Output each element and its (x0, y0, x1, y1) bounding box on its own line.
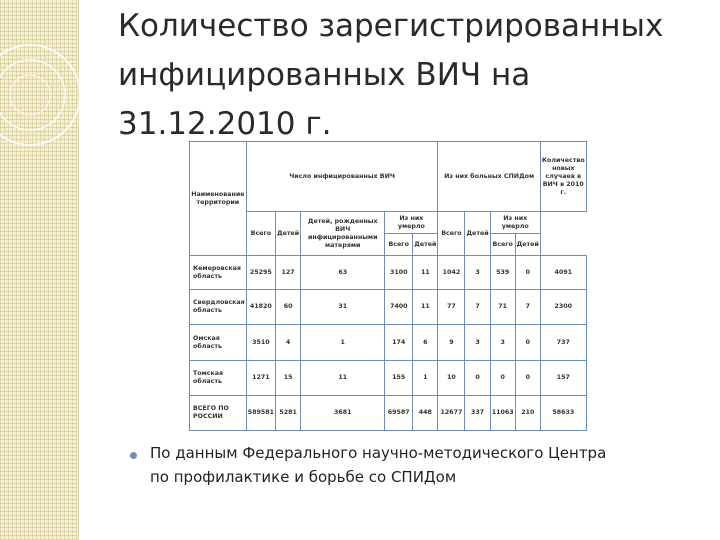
value-cell: 448 (413, 396, 438, 431)
value-cell: 11 (301, 361, 385, 396)
value-cell: 58633 (540, 396, 586, 431)
bullet-icon (130, 452, 137, 459)
value-cell: 77 (438, 290, 465, 325)
value-cell: 63 (301, 256, 385, 290)
value-cell: 12677 (438, 396, 465, 431)
table-row (190, 396, 587, 431)
value-cell: 25295 (246, 256, 275, 290)
region-cell: ВСЕГО ПО РОССИИ (190, 396, 247, 431)
value-cell: 3681 (301, 396, 385, 431)
header-aids-died-group: Из них умерло (490, 212, 540, 234)
value-cell: 174 (385, 325, 413, 361)
value-cell: 41820 (246, 290, 275, 325)
value-cell: 7 (515, 290, 540, 325)
value-cell: 3 (465, 256, 490, 290)
value-cell: 11 (413, 290, 438, 325)
value-cell: 2300 (540, 290, 586, 325)
header-aids-children: Детей (465, 212, 490, 256)
header-region: Наименование территории (190, 142, 247, 256)
value-cell: 737 (540, 325, 586, 361)
value-cell: 69587 (385, 396, 413, 431)
value-cell: 6 (413, 325, 438, 361)
value-cell: 337 (465, 396, 490, 431)
header-aids-died-children: Детей (515, 234, 540, 256)
value-cell: 5281 (276, 396, 301, 431)
slide-title (118, 2, 698, 149)
value-cell: 31 (301, 290, 385, 325)
value-cell: 3 (465, 325, 490, 361)
value-cell: 3100 (385, 256, 413, 290)
region-cell: Омская область (190, 325, 247, 361)
source-line: по профилактике и борьбе со СПИДом (150, 468, 457, 486)
value-cell: 0 (515, 325, 540, 361)
value-cell: 4 (276, 325, 301, 361)
table-row (190, 361, 587, 396)
value-cell: 539 (490, 256, 515, 290)
value-cell: 127 (276, 256, 301, 290)
value-cell: 11 (413, 256, 438, 290)
value-cell: 3 (490, 325, 515, 361)
header-blank (540, 212, 586, 256)
header-new-cases: Количество новых случаев в ВИЧ в 2010 г. (540, 142, 586, 212)
value-cell: 7400 (385, 290, 413, 325)
hiv-statistics-table (189, 141, 587, 431)
value-cell: 9 (438, 325, 465, 361)
value-cell: 10 (438, 361, 465, 396)
header-aids-died-total: Всего (490, 234, 515, 256)
value-cell: 7 (465, 290, 490, 325)
header-died-group: Из них умерло (385, 212, 438, 234)
header-aids-group: Из них больных СПИДом (438, 142, 540, 212)
value-cell: 157 (540, 361, 586, 396)
region-cell: Свердловская область (190, 290, 247, 325)
header-died-total: Всего (385, 234, 413, 256)
value-cell: 1 (413, 361, 438, 396)
value-cell: 60 (276, 290, 301, 325)
header-aids-total: Всего (438, 212, 465, 256)
header-born-to-infected: Детей, рожденных ВИЧ инфицированными матерями (301, 212, 385, 256)
value-cell: 1042 (438, 256, 465, 290)
table-row (190, 325, 587, 361)
region-cell: Кемеровская область (190, 256, 247, 290)
value-cell: 0 (515, 256, 540, 290)
title-line: инфицированных ВИЧ на (118, 57, 531, 93)
region-cell: Томская область (190, 361, 247, 396)
value-cell: 0 (465, 361, 490, 396)
value-cell: 4091 (540, 256, 586, 290)
value-cell: 155 (385, 361, 413, 396)
header-hiv-group: Число инфицированных ВИЧ (246, 142, 438, 212)
table-row (190, 256, 587, 290)
value-cell: 1271 (246, 361, 275, 396)
header-total: Всего (246, 212, 275, 256)
value-cell: 15 (276, 361, 301, 396)
source-line: По данным Федерального научно-методического Центра (150, 444, 607, 462)
title-line: Количество зарегистрированных (118, 8, 664, 44)
header-died-children: Детей (413, 234, 438, 256)
value-cell: 11063 (490, 396, 515, 431)
header-children: Детей (276, 212, 301, 256)
source-note (150, 441, 680, 489)
value-cell: 71 (490, 290, 515, 325)
value-cell: 210 (515, 396, 540, 431)
table-row (190, 290, 587, 325)
value-cell: 3510 (246, 325, 275, 361)
title-line: 31.12.2010 г. (118, 106, 332, 142)
value-cell: 1 (301, 325, 385, 361)
decorative-circles (0, 0, 80, 200)
value-cell: 0 (515, 361, 540, 396)
value-cell: 589581 (246, 396, 275, 431)
value-cell: 0 (490, 361, 515, 396)
